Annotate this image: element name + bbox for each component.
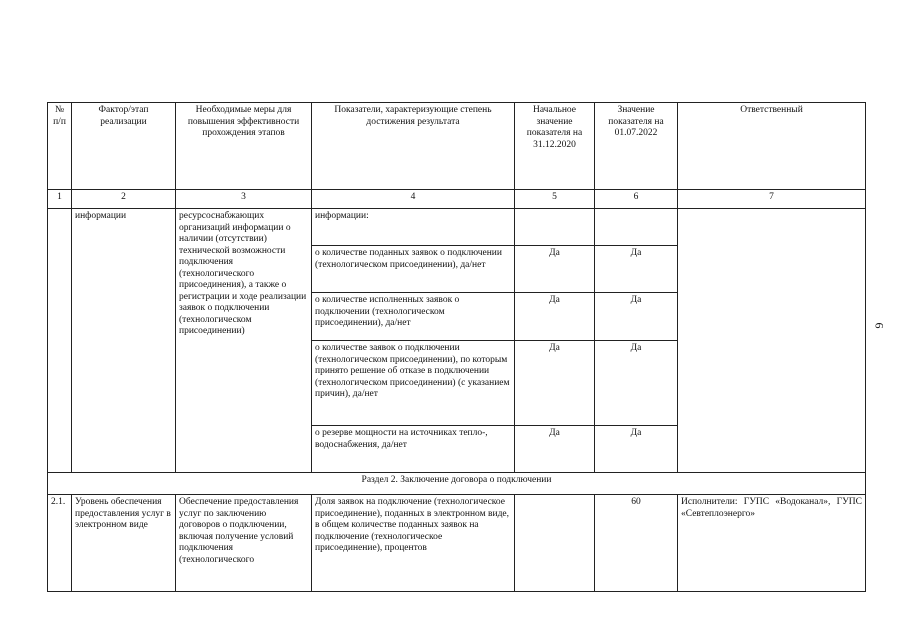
column-number: 2 <box>72 190 176 209</box>
initial-value-cell: Да <box>515 293 595 341</box>
header-target-value: Значение показателя на 01.07.2022 <box>595 103 678 190</box>
measures-table <box>47 102 866 592</box>
column-number: 5 <box>515 190 595 209</box>
measures-cell: ресурсоснабжающих организаций информации о наличии (отсутствии) технической возможности подключения (технологического присоединения), а также о регистрации и ходе реализации заявок о подключении (технологическом присоединении) <box>176 209 312 473</box>
initial-value-cell: Да <box>515 341 595 426</box>
table-row <box>48 209 866 246</box>
column-number: 1 <box>48 190 72 209</box>
column-number: 3 <box>176 190 312 209</box>
page-number: 6 <box>872 322 887 329</box>
initial-value-cell: Да <box>515 246 595 293</box>
target-value-cell <box>595 209 678 246</box>
indicator-cell: о количестве заявок о подключении (технологическом присоединении), по которым принято решение об отказе в подключении (технологическом присоединении) (с указанием причин), да/нет <box>312 341 515 426</box>
column-number: 4 <box>312 190 515 209</box>
responsible-cell <box>678 209 866 473</box>
measures-cell: Обеспечение предоставления услуг по заключению договоров о подключении, включая получение условий подключения (технологического <box>176 495 312 592</box>
header-number: № п/п <box>48 103 72 190</box>
header-factor: Фактор/этап реализации <box>72 103 176 190</box>
target-value-cell: 60 <box>595 495 678 592</box>
row-number-cell <box>48 209 72 473</box>
factor-cell: Уровень обеспечения предоставления услуг в электронном виде <box>72 495 176 592</box>
indicator-cell: о резерве мощности на источниках тепло-, водоснабжения, да/нет <box>312 426 515 473</box>
header-row <box>48 103 866 190</box>
indicator-cell: о количестве исполненных заявок о подключении (технологическом присоединении), да/нет <box>312 293 515 341</box>
indicator-cell: о количестве поданных заявок о подключении (технологическом присоединении), да/нет <box>312 246 515 293</box>
initial-value-cell: Да <box>515 426 595 473</box>
row-number-cell: 2.1. <box>48 495 72 592</box>
header-responsible: Ответственный <box>678 103 866 190</box>
header-indicators: Показатели, характеризующие степень достижения результата <box>312 103 515 190</box>
table-row <box>48 495 866 592</box>
factor-cell: информации <box>72 209 176 473</box>
indicator-cell: Доля заявок на подключение (технологическое присоединение), поданных в электронном виде, в общем количестве поданных заявок на подключение (технологическое присоединение), процентов <box>312 495 515 592</box>
target-value-cell: Да <box>595 293 678 341</box>
column-number-row <box>48 190 866 209</box>
initial-value-cell <box>515 209 595 246</box>
column-number: 6 <box>595 190 678 209</box>
section-title: Раздел 2. Заключение договора о подключении <box>48 473 866 495</box>
header-measures: Необходимые меры для повышения эффективности прохождения этапов <box>176 103 312 190</box>
column-number: 7 <box>678 190 866 209</box>
target-value-cell: Да <box>595 426 678 473</box>
header-initial-value: Начальное значение показателя на 31.12.2020 <box>515 103 595 190</box>
responsible-cell: Исполнители: ГУПС «Водоканал», ГУПС «Севтеплоэнерго» <box>678 495 866 592</box>
target-value-cell: Да <box>595 341 678 426</box>
section-row <box>48 473 866 495</box>
initial-value-cell <box>515 495 595 592</box>
target-value-cell: Да <box>595 246 678 293</box>
indicator-cell: информации: <box>312 209 515 246</box>
